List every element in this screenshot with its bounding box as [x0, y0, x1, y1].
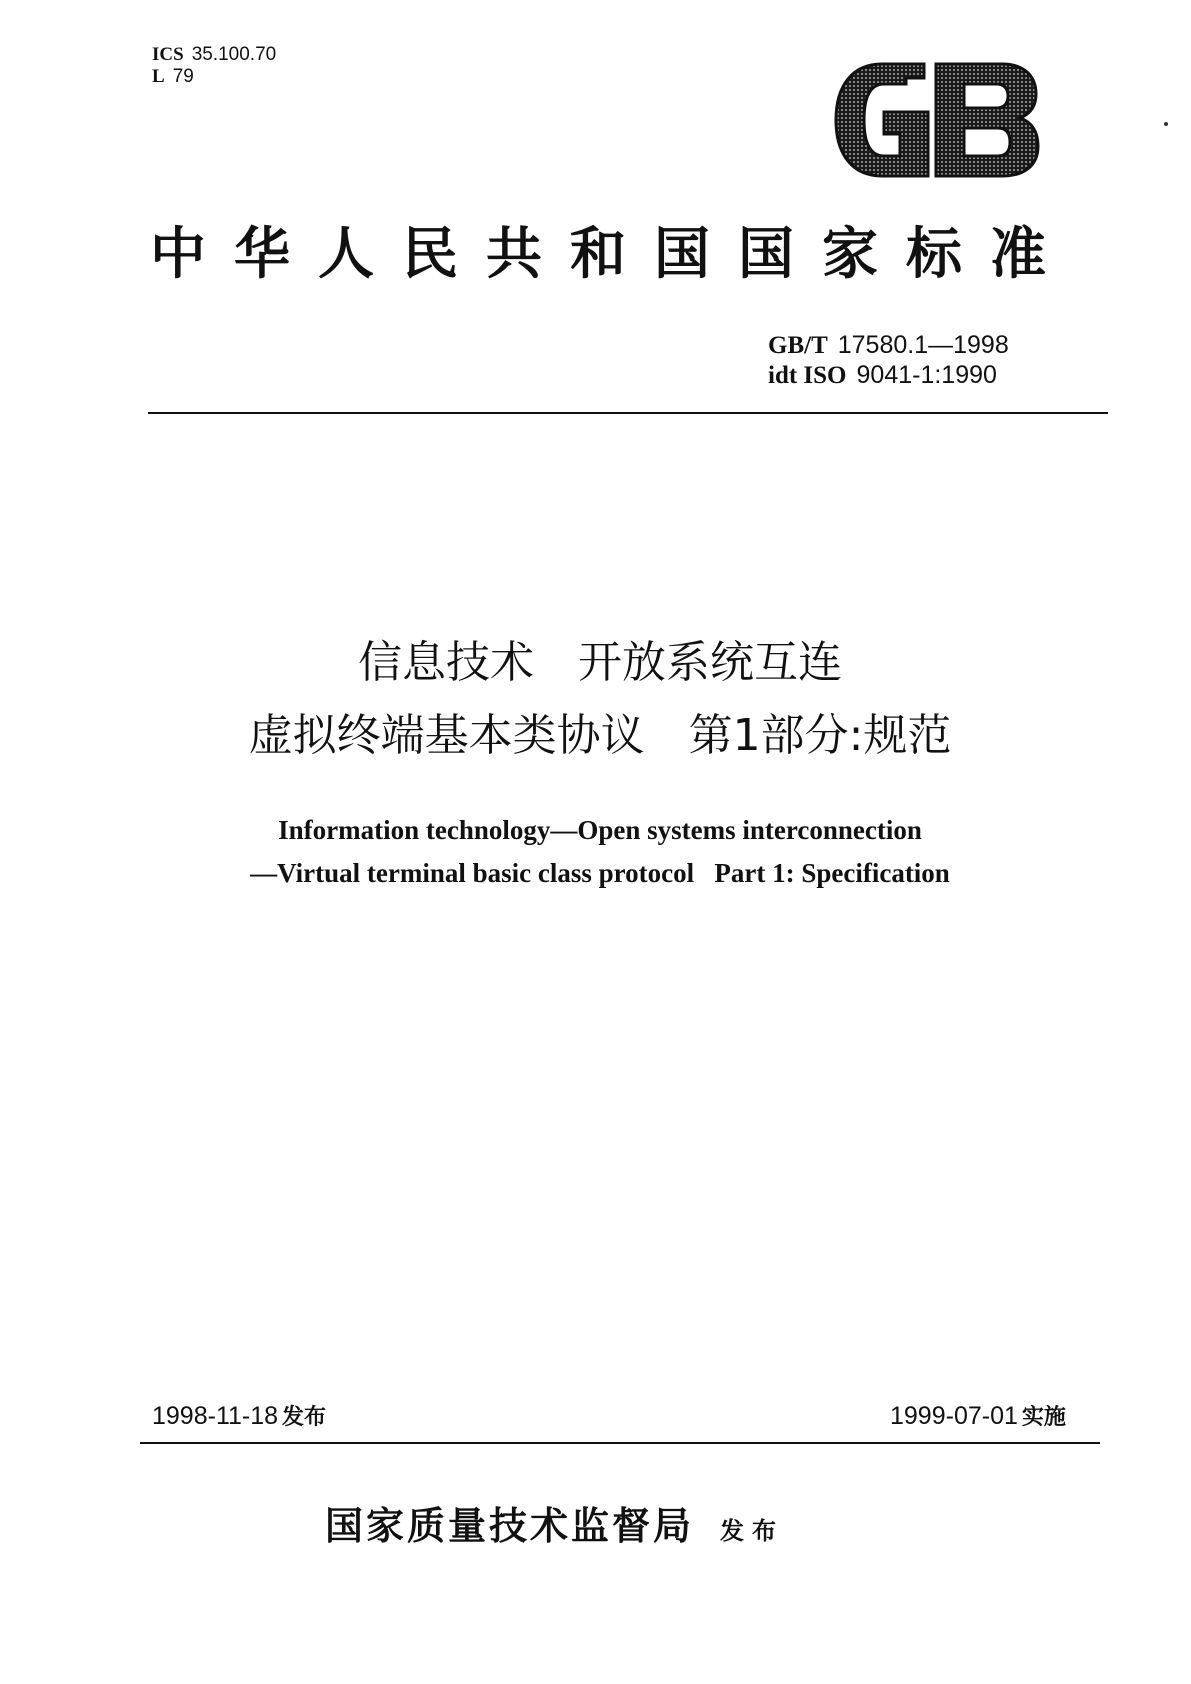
- standard-number-row: [768, 330, 1009, 360]
- gb-logo-graphic: [832, 60, 1042, 180]
- implementation-date: [890, 1400, 1066, 1434]
- class-label: L: [152, 66, 165, 87]
- scan-speck: [1164, 122, 1168, 126]
- equivalence-number: 9041-1:1990: [856, 361, 997, 389]
- equivalence-row: [768, 360, 1009, 390]
- implementation-date-value: 1999-07-01: [890, 1402, 1018, 1430]
- publisher-action: 发布: [720, 1516, 785, 1545]
- ics-row: [152, 44, 276, 66]
- ics-code: 35.100.70: [191, 44, 277, 65]
- chinese-title-line-1: 信息技术 开放系统互连: [358, 637, 842, 688]
- issue-date: [152, 1400, 326, 1434]
- equivalence-label: idt ISO: [768, 362, 847, 389]
- english-title-line-1: Information technology—Open systems interconnection: [278, 815, 922, 845]
- gb-logo: [832, 60, 1042, 180]
- publisher-name: 国家质量技术监督局: [325, 1503, 695, 1548]
- ics-label: ICS: [152, 44, 184, 65]
- standard-numbers: [768, 330, 1009, 390]
- bottom-divider: [140, 1442, 1100, 1444]
- top-divider: [148, 412, 1108, 414]
- class-row: [152, 66, 276, 88]
- classification-codes: [152, 44, 276, 88]
- standard-number-label: GB/T: [768, 332, 828, 359]
- issue-date-suffix: 发布: [282, 1405, 327, 1430]
- issue-date-value: 1998-11-18: [152, 1402, 279, 1430]
- implementation-date-suffix: 实施: [1021, 1405, 1066, 1430]
- national-standard-heading: 中华人民共和国国家标准: [150, 221, 1074, 287]
- class-code: 79: [172, 66, 194, 87]
- chinese-title-line-2: 虚拟终端基本类协议 第1部分:规范: [248, 710, 952, 761]
- publisher: [325, 1495, 784, 1550]
- standard-number: 17580.1—1998: [837, 331, 1009, 359]
- english-title-line-2: —Virtual terminal basic class protocol Part 1: Specification: [250, 858, 950, 888]
